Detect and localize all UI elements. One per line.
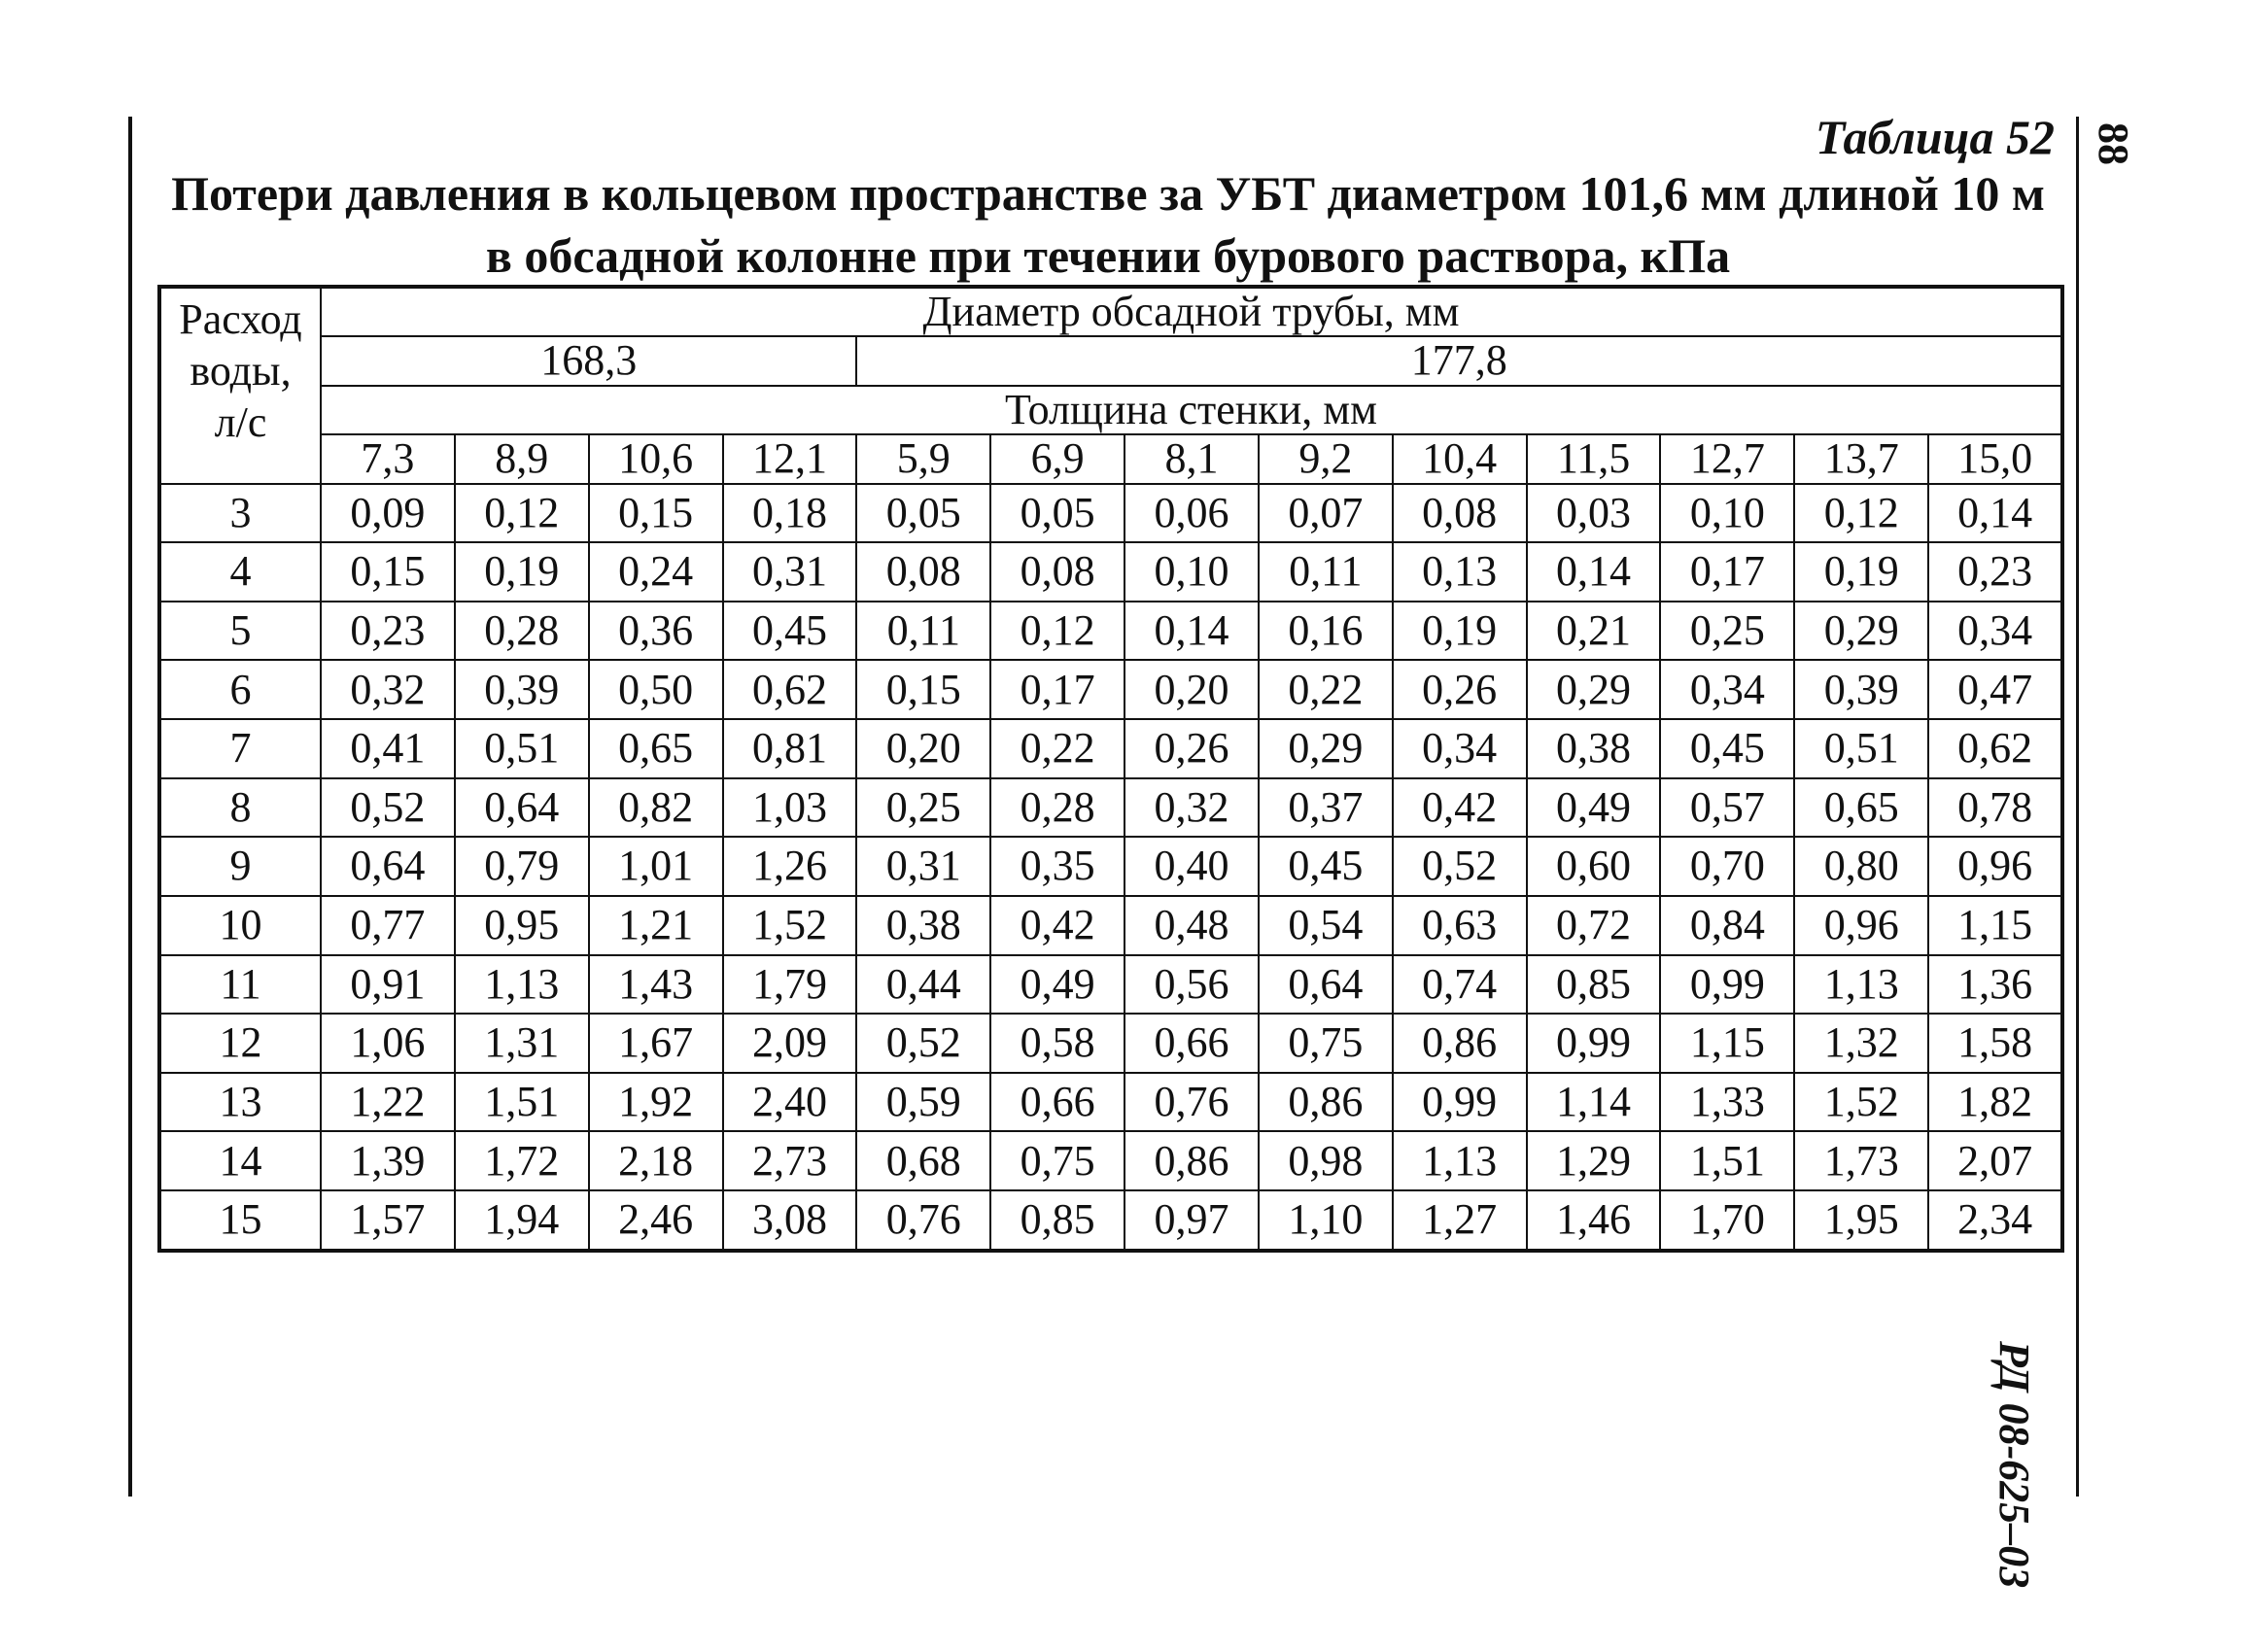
pressure-loss-cell: 0,52 [1393, 837, 1527, 896]
pressure-loss-cell: 0,96 [1794, 896, 1928, 955]
thickness-cell: 10,4 [1393, 434, 1527, 483]
flow-rate-cell: 12 [159, 1014, 321, 1073]
pressure-loss-cell: 0,14 [1527, 542, 1661, 602]
pressure-loss-cell: 0,19 [1794, 542, 1928, 602]
thickness-cell: 7,3 [321, 434, 455, 483]
pressure-loss-cell: 0,49 [1527, 778, 1661, 838]
pressure-loss-cell: 0,97 [1124, 1190, 1259, 1251]
pressure-loss-cell: 0,75 [990, 1131, 1124, 1190]
pressure-loss-cell: 0,10 [1660, 484, 1794, 543]
pressure-loss-cell: 0,34 [1393, 719, 1527, 778]
thickness-cell: 15,0 [1928, 434, 2062, 483]
diameter-168-header: 168,3 [321, 336, 856, 385]
pressure-loss-cell: 0,38 [856, 896, 990, 955]
table-row [159, 896, 2062, 955]
pressure-loss-cell: 0,96 [1928, 837, 2062, 896]
pressure-loss-cell: 0,19 [455, 542, 589, 602]
pressure-loss-cell: 0,37 [1259, 778, 1393, 838]
pressure-loss-cell: 1,73 [1794, 1131, 1928, 1190]
flow-rate-header [159, 287, 321, 484]
flow-rate-header-line1: Расход [179, 295, 302, 343]
pressure-loss-cell: 0,98 [1259, 1131, 1393, 1190]
flow-rate-cell: 8 [159, 778, 321, 838]
pressure-loss-cell: 2,34 [1928, 1190, 2062, 1251]
thickness-cell: 9,2 [1259, 434, 1393, 483]
thickness-cell: 11,5 [1527, 434, 1661, 483]
pressure-loss-cell: 0,44 [856, 955, 990, 1015]
left-margin-rule [128, 117, 132, 1497]
flow-rate-cell: 14 [159, 1131, 321, 1190]
pressure-loss-cell: 1,03 [723, 778, 857, 838]
pressure-loss-cell: 0,29 [1527, 660, 1661, 719]
pressure-loss-cell: 0,16 [1259, 602, 1393, 661]
pressure-loss-cell: 0,20 [1124, 660, 1259, 719]
table-row [159, 719, 2062, 778]
pressure-loss-cell: 0,62 [723, 660, 857, 719]
pressure-loss-cell: 2,46 [589, 1190, 723, 1251]
pressure-loss-cell: 0,05 [856, 484, 990, 543]
pressure-loss-cell: 1,51 [455, 1073, 589, 1132]
pressure-loss-cell: 1,79 [723, 955, 857, 1015]
pressure-loss-cell: 0,60 [1527, 837, 1661, 896]
table-title-line1: Потери давления в кольцевом пространстве за УБТ диаметром 101,6 мм длиной 10 м [171, 166, 2045, 221]
pressure-loss-cell: 1,57 [321, 1190, 455, 1251]
pressure-loss-cell: 0,63 [1393, 896, 1527, 955]
table-row [159, 484, 2062, 543]
thickness-cell: 12,7 [1660, 434, 1794, 483]
pressure-loss-cell: 0,11 [856, 602, 990, 661]
pressure-loss-cell: 0,47 [1928, 660, 2062, 719]
pressure-loss-cell: 0,86 [1259, 1073, 1393, 1132]
document-code: РД 08-625–03 [1990, 1341, 2038, 1589]
pressure-loss-cell: 1,15 [1660, 1014, 1794, 1073]
pressure-loss-cell: 0,14 [1124, 602, 1259, 661]
pressure-loss-cell: 0,17 [1660, 542, 1794, 602]
table-row [159, 1014, 2062, 1073]
table-row [159, 837, 2062, 896]
table-row [159, 602, 2062, 661]
pressure-loss-cell: 0,86 [1124, 1131, 1259, 1190]
pressure-loss-cell: 0,15 [856, 660, 990, 719]
pressure-loss-cell: 0,18 [723, 484, 857, 543]
pressure-loss-cell: 0,29 [1259, 719, 1393, 778]
pressure-loss-cell: 0,34 [1928, 602, 2062, 661]
pressure-loss-cell: 0,79 [455, 837, 589, 896]
flow-rate-cell: 7 [159, 719, 321, 778]
flow-rate-cell: 10 [159, 896, 321, 955]
pressure-loss-cell: 1,14 [1527, 1073, 1661, 1132]
pressure-loss-cell: 0,23 [1928, 542, 2062, 602]
pressure-loss-cell: 0,84 [1660, 896, 1794, 955]
pressure-loss-cell: 0,76 [856, 1190, 990, 1251]
pressure-loss-cell: 2,07 [1928, 1131, 2062, 1190]
pressure-loss-cell: 0,49 [990, 955, 1124, 1015]
pressure-loss-cell: 1,31 [455, 1014, 589, 1073]
pressure-loss-cell: 0,08 [1393, 484, 1527, 543]
flow-rate-header-line3: л/с [214, 397, 267, 446]
pressure-loss-cell: 0,08 [856, 542, 990, 602]
pressure-loss-cell: 1,32 [1794, 1014, 1928, 1073]
pressure-loss-cell: 0,32 [1124, 778, 1259, 838]
pressure-loss-cell: 0,48 [1124, 896, 1259, 955]
pressure-loss-cell: 1,52 [1794, 1073, 1928, 1132]
pressure-loss-cell: 0,80 [1794, 837, 1928, 896]
pressure-loss-cell: 1,29 [1527, 1131, 1661, 1190]
pressure-loss-cell: 0,85 [990, 1190, 1124, 1251]
pressure-loss-cell: 0,39 [1794, 660, 1928, 719]
pressure-loss-cell: 0,24 [589, 542, 723, 602]
pressure-loss-cell: 0,99 [1660, 955, 1794, 1015]
pressure-loss-cell: 0,06 [1124, 484, 1259, 543]
pressure-loss-cell: 1,22 [321, 1073, 455, 1132]
pressure-loss-cell: 0,31 [723, 542, 857, 602]
pressure-loss-cell: 0,12 [990, 602, 1124, 661]
thickness-cell: 8,1 [1124, 434, 1259, 483]
table-row [159, 542, 2062, 602]
pressure-loss-cell: 0,13 [1393, 542, 1527, 602]
pressure-loss-cell: 0,26 [1393, 660, 1527, 719]
pressure-loss-cell: 0,15 [321, 542, 455, 602]
pressure-loss-cell: 0,40 [1124, 837, 1259, 896]
pressure-loss-cell: 1,13 [1794, 955, 1928, 1015]
pressure-loss-cell: 1,27 [1393, 1190, 1527, 1251]
pressure-loss-cell: 0,10 [1124, 542, 1259, 602]
pressure-loss-cell: 0,76 [1124, 1073, 1259, 1132]
pressure-loss-cell: 1,92 [589, 1073, 723, 1132]
pressure-loss-cell: 0,65 [589, 719, 723, 778]
pressure-loss-cell: 2,09 [723, 1014, 857, 1073]
pressure-loss-cell: 0,42 [1393, 778, 1527, 838]
pressure-loss-cell: 0,31 [856, 837, 990, 896]
pressure-loss-cell: 0,75 [1259, 1014, 1393, 1073]
flow-rate-cell: 11 [159, 955, 321, 1015]
pressure-loss-cell: 0,51 [1794, 719, 1928, 778]
pressure-loss-cell: 0,14 [1928, 484, 2062, 543]
pressure-loss-cell: 0,45 [723, 602, 857, 661]
pressure-loss-cell: 1,39 [321, 1131, 455, 1190]
pressure-loss-cell: 0,25 [856, 778, 990, 838]
thickness-cell: 13,7 [1794, 434, 1928, 483]
pressure-loss-cell: 0,03 [1527, 484, 1661, 543]
pressure-loss-cell: 1,13 [1393, 1131, 1527, 1190]
pressure-loss-cell: 1,13 [455, 955, 589, 1015]
pressure-loss-cell: 0,64 [455, 778, 589, 838]
pressure-loss-cell: 0,28 [990, 778, 1124, 838]
pressure-loss-cell: 1,52 [723, 896, 857, 955]
pressure-loss-cell: 1,43 [589, 955, 723, 1015]
pressure-loss-cell: 0,22 [1259, 660, 1393, 719]
pressure-loss-cell: 0,66 [990, 1073, 1124, 1132]
pressure-loss-cell: 1,21 [589, 896, 723, 955]
pressure-loss-cell: 1,94 [455, 1190, 589, 1251]
thickness-cell: 12,1 [723, 434, 857, 483]
pressure-loss-cell: 1,36 [1928, 955, 2062, 1015]
pressure-loss-cell: 0,51 [455, 719, 589, 778]
pressure-loss-cell: 0,08 [990, 542, 1124, 602]
pressure-loss-cell: 0,72 [1527, 896, 1661, 955]
pressure-loss-cell: 1,72 [455, 1131, 589, 1190]
pressure-loss-cell: 0,54 [1259, 896, 1393, 955]
pressure-loss-cell: 0,50 [589, 660, 723, 719]
flow-rate-cell: 13 [159, 1073, 321, 1132]
flow-rate-cell: 15 [159, 1190, 321, 1251]
pressure-loss-cell: 0,95 [455, 896, 589, 955]
table-row [159, 1190, 2062, 1251]
pressure-loss-cell: 0,64 [1259, 955, 1393, 1015]
table-title-line2: в обсадной колонне при течении бурового раствора, кПа [485, 228, 1731, 283]
thickness-cell: 10,6 [589, 434, 723, 483]
pressure-loss-table [157, 285, 2064, 1253]
pressure-loss-cell: 0,35 [990, 837, 1124, 896]
pressure-loss-cell: 0,86 [1393, 1014, 1527, 1073]
pressure-loss-cell: 0,22 [990, 719, 1124, 778]
pressure-loss-cell: 0,45 [1660, 719, 1794, 778]
pressure-loss-cell: 0,05 [990, 484, 1124, 543]
thickness-cell: 5,9 [856, 434, 990, 483]
pressure-loss-cell: 1,01 [589, 837, 723, 896]
diameter-177-header: 177,8 [856, 336, 2062, 385]
pressure-loss-cell: 0,17 [990, 660, 1124, 719]
pressure-loss-cell: 1,46 [1527, 1190, 1661, 1251]
pressure-loss-cell: 0,38 [1527, 719, 1661, 778]
pressure-loss-cell: 0,70 [1660, 837, 1794, 896]
flow-rate-cell: 6 [159, 660, 321, 719]
pressure-loss-cell: 0,78 [1928, 778, 2062, 838]
pressure-loss-cell: 1,10 [1259, 1190, 1393, 1251]
thickness-header: Толщина стенки, мм [321, 386, 2062, 434]
pressure-loss-cell: 0,56 [1124, 955, 1259, 1015]
pressure-loss-cell: 0,15 [589, 484, 723, 543]
pressure-loss-cell: 0,11 [1259, 542, 1393, 602]
pressure-loss-cell: 2,40 [723, 1073, 857, 1132]
table-label: Таблица 52 [1815, 110, 2055, 164]
pressure-loss-cell: 0,21 [1527, 602, 1661, 661]
table-row [159, 778, 2062, 838]
pressure-loss-cell: 1,33 [1660, 1073, 1794, 1132]
pressure-loss-cell: 0,52 [856, 1014, 990, 1073]
pressure-loss-cell: 0,81 [723, 719, 857, 778]
flow-rate-header-line2: воды, [190, 346, 292, 395]
pressure-loss-cell: 0,91 [321, 955, 455, 1015]
pressure-loss-cell: 1,95 [1794, 1190, 1928, 1251]
pressure-loss-cell: 0,62 [1928, 719, 2062, 778]
flow-rate-cell: 5 [159, 602, 321, 661]
pressure-loss-cell: 0,45 [1259, 837, 1393, 896]
table-body [159, 484, 2062, 1251]
pressure-loss-cell: 0,57 [1660, 778, 1794, 838]
pressure-loss-cell: 0,26 [1124, 719, 1259, 778]
pressure-loss-cell: 1,06 [321, 1014, 455, 1073]
pressure-loss-cell: 1,82 [1928, 1073, 2062, 1132]
pressure-loss-cell: 0,42 [990, 896, 1124, 955]
pressure-loss-cell: 0,29 [1794, 602, 1928, 661]
pressure-loss-cell: 0,68 [856, 1131, 990, 1190]
pressure-loss-cell: 0,12 [1794, 484, 1928, 543]
pressure-loss-cell: 1,15 [1928, 896, 2062, 955]
pressure-loss-cell: 1,26 [723, 837, 857, 896]
thickness-cell: 6,9 [990, 434, 1124, 483]
diameter-header: Диаметр обсадной трубы, мм [321, 287, 2062, 336]
pressure-loss-cell: 0,59 [856, 1073, 990, 1132]
pressure-loss-cell: 0,52 [321, 778, 455, 838]
table-row [159, 660, 2062, 719]
pressure-loss-cell: 3,08 [723, 1190, 857, 1251]
flow-rate-cell: 4 [159, 542, 321, 602]
pressure-loss-cell: 2,18 [589, 1131, 723, 1190]
pressure-loss-cell: 0,74 [1393, 955, 1527, 1015]
table-row [159, 1131, 2062, 1190]
pressure-loss-cell: 0,28 [455, 602, 589, 661]
page-number: 88 [2090, 122, 2137, 165]
pressure-loss-cell: 0,23 [321, 602, 455, 661]
flow-rate-cell: 3 [159, 484, 321, 543]
pressure-loss-cell: 1,58 [1928, 1014, 2062, 1073]
pressure-loss-cell: 0,99 [1393, 1073, 1527, 1132]
right-margin-rule [2076, 117, 2079, 1497]
pressure-loss-cell: 0,36 [589, 602, 723, 661]
pressure-loss-cell: 0,39 [455, 660, 589, 719]
pressure-loss-cell: 0,66 [1124, 1014, 1259, 1073]
pressure-loss-cell: 0,82 [589, 778, 723, 838]
pressure-loss-cell: 0,34 [1660, 660, 1794, 719]
pressure-loss-cell: 0,77 [321, 896, 455, 955]
pressure-loss-cell: 0,85 [1527, 955, 1661, 1015]
thickness-values-row [159, 434, 2062, 483]
pressure-loss-cell: 0,65 [1794, 778, 1928, 838]
pressure-loss-cell: 0,99 [1527, 1014, 1661, 1073]
pressure-loss-cell: 0,09 [321, 484, 455, 543]
pressure-loss-cell: 0,64 [321, 837, 455, 896]
table-row [159, 1073, 2062, 1132]
pressure-loss-cell: 0,12 [455, 484, 589, 543]
pressure-loss-cell: 0,25 [1660, 602, 1794, 661]
pressure-loss-cell: 0,41 [321, 719, 455, 778]
pressure-loss-cell: 1,51 [1660, 1131, 1794, 1190]
pressure-loss-cell: 1,70 [1660, 1190, 1794, 1251]
pressure-loss-cell: 0,19 [1393, 602, 1527, 661]
pressure-loss-cell: 0,07 [1259, 484, 1393, 543]
table-row [159, 955, 2062, 1015]
thickness-cell: 8,9 [455, 434, 589, 483]
pressure-loss-cell: 0,58 [990, 1014, 1124, 1073]
pressure-loss-cell: 0,32 [321, 660, 455, 719]
pressure-loss-cell: 2,73 [723, 1131, 857, 1190]
pressure-loss-cell: 0,20 [856, 719, 990, 778]
flow-rate-cell: 9 [159, 837, 321, 896]
pressure-loss-cell: 1,67 [589, 1014, 723, 1073]
